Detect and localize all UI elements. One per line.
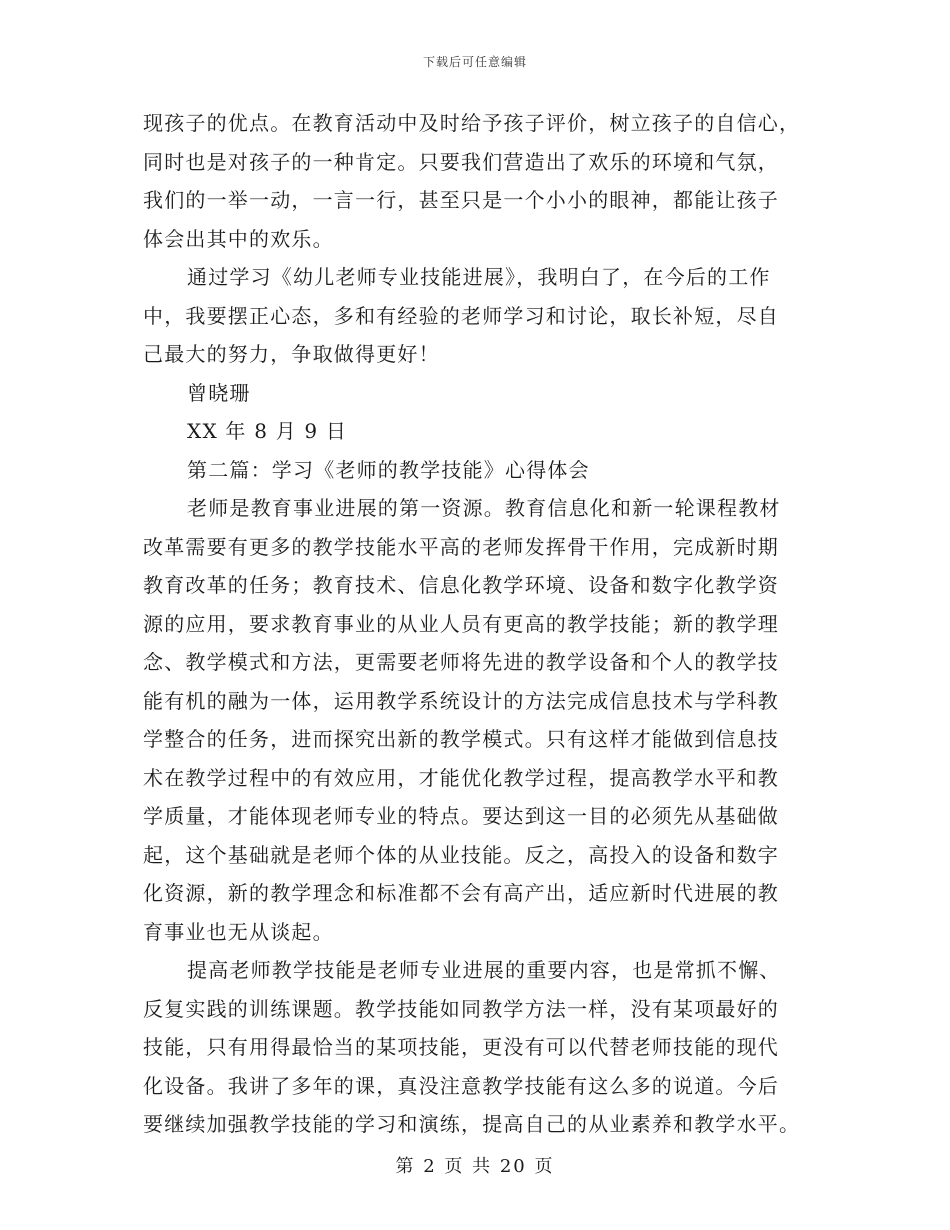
text-line: 中，我要摆正心态，多和有经验的老师学习和讨论，取长补短，尽自	[143, 303, 779, 328]
text-line: 现孩子的优点。在教育活动中及时给予孩子评价，树立孩子的自信心，	[143, 111, 801, 135]
text-line: 改革需要有更多的教学技能水平高的老师发挥骨干作用，完成新时期	[143, 534, 779, 559]
text-line: 提高老师教学技能是老师专业进展的重要内容，也是常抓不懈、	[187, 958, 781, 982]
text-line: 化资源，新的教学理念和标准都不会有高产出，适应新时代进展的教	[143, 881, 779, 905]
text-line: 念、教学模式和方法，更需要老师将先进的教学设备和个人的教学技	[143, 650, 779, 674]
text-line: 老师是教育事业进展的第一资源。教育信息化和新一轮课程教材	[187, 496, 781, 520]
text-line: 育事业也无从谈起。	[143, 919, 334, 944]
text-line: 化设备。我讲了多年的课，真没注意教学技能有这么多的说道。今后	[143, 1073, 779, 1098]
text-line: 己最大的努力，争取做得更好！	[143, 342, 440, 366]
text-line: 体会出其中的欢乐。	[143, 226, 334, 251]
text-line: 技能，只有用得最恰当的某项技能，更没有可以代替老师技能的现代	[143, 1035, 779, 1059]
document-body	[143, 104, 807, 1144]
text-line: 同时也是对孩子的一种肯定。只要我们营造出了欢乐的环境和气氛，	[143, 149, 779, 174]
text-line: 学整合的任务，进而探究出新的教学模式。只有这样才能做到信息技	[143, 727, 779, 751]
text-line: 起，这个基础就是老师个体的从业技能。反之，高投入的设备和数字	[143, 842, 779, 867]
text-line: 要继续加强教学技能的学习和演练，提高自己的从业素养和教学水平。	[143, 1112, 801, 1136]
text-line: 能有机的融为一体，运用教学系统设计的方法完成信息技术与学科教	[143, 688, 779, 713]
text-line: 源的应用，要求教育事业的从业人员有更高的教学技能；新的教学理	[143, 611, 779, 636]
text-line: 学质量，才能体现老师专业的特点。要达到这一目的必须先从基础做	[143, 804, 779, 828]
page-footer: 第 2 页 共 20 页	[395, 1156, 555, 1177]
text-line: 通过学习《幼儿老师专业技能进展》，我明白了，在今后的工作	[187, 265, 771, 289]
text-line: 反复实践的训练课题。教学技能如同教学方法一样，没有某项最好的	[143, 996, 779, 1021]
page-header: 下载后可任意编辑	[422, 55, 527, 69]
text-line: 术在教学过程中的有效应用，才能优化教学过程，提高教学水平和教	[143, 765, 779, 790]
text-line: 教育改革的任务；教育技术、信息化教学环境、设备和数字化教学资	[143, 573, 779, 597]
text-line: XX 年 8 月 9 日	[187, 419, 348, 443]
text-line: 曾晓珊	[187, 380, 251, 405]
text-line: 我们的一举一动，一言一行，甚至只是一个小小的眼神，都能让孩子	[143, 188, 779, 212]
text-line: 第二篇：学习《老师的教学技能》心得体会	[187, 457, 590, 482]
